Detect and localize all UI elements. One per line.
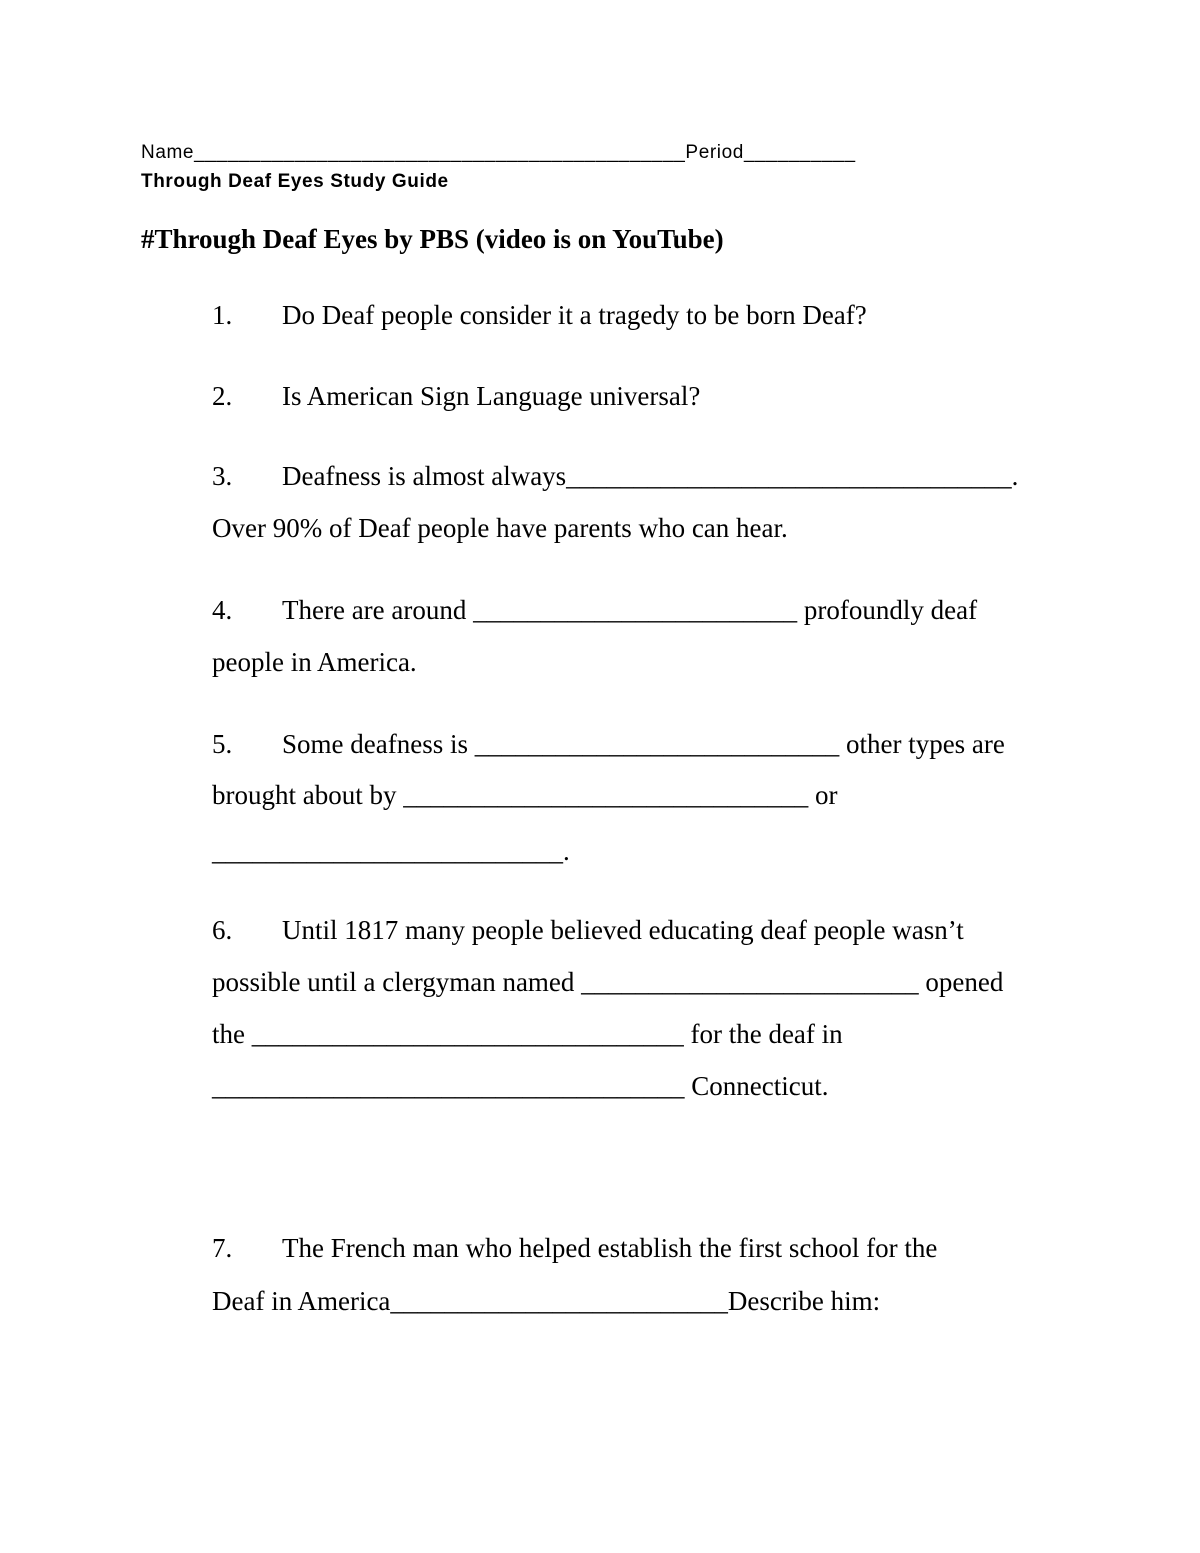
question-text: Is American Sign Language universal? bbox=[282, 381, 701, 411]
question-number: 5. bbox=[212, 729, 233, 759]
question-number: 7. bbox=[212, 1233, 233, 1263]
question-4-continued: people in America. bbox=[212, 647, 417, 677]
question-7-continued: Deaf in America_________________________Describe him: bbox=[212, 1286, 881, 1316]
question-6-continued-3: ___________________________________ Connecticut. bbox=[212, 1071, 829, 1101]
question-text: The French man who helped establish the first school for the bbox=[282, 1233, 938, 1263]
question-number: 3. bbox=[212, 461, 233, 491]
question-text: Deafness is almost always_________________________________. bbox=[282, 461, 1019, 491]
question-number: 4. bbox=[212, 595, 233, 625]
question-3-continued: Over 90% of Deaf people have parents who can hear. bbox=[212, 513, 788, 543]
question-7 bbox=[212, 1233, 937, 1264]
question-5-continued-2: __________________________. bbox=[212, 836, 570, 866]
question-6-continued: possible until a clergyman named _________________________ opened bbox=[212, 967, 1004, 997]
question-text: Until 1817 many people believed educating deaf people wasn’t bbox=[282, 915, 964, 945]
question-text: There are around ________________________ profoundly deaf bbox=[282, 595, 978, 625]
question-2 bbox=[212, 381, 700, 412]
question-3 bbox=[212, 461, 1018, 492]
study-guide-subtitle: Through Deaf Eyes Study Guide bbox=[141, 171, 449, 192]
question-6-continued-2: the ________________________________ for the deaf in bbox=[212, 1019, 843, 1049]
page-title: #Through Deaf Eyes by PBS (video is on YouTube) bbox=[141, 224, 724, 254]
question-number: 1. bbox=[212, 300, 233, 330]
question-number: 6. bbox=[212, 915, 233, 945]
question-5 bbox=[212, 729, 1005, 760]
question-text: Do Deaf people consider it a tragedy to be born Deaf? bbox=[282, 300, 867, 330]
question-4 bbox=[212, 595, 977, 626]
question-5-continued: brought about by ______________________________ or bbox=[212, 780, 838, 810]
question-6 bbox=[212, 915, 964, 946]
question-number: 2. bbox=[212, 381, 233, 411]
question-1 bbox=[212, 300, 867, 331]
name-period-line: Name____________________________________________Period__________ bbox=[141, 142, 856, 163]
question-text: Some deafness is ___________________________ other types are bbox=[282, 729, 1005, 759]
